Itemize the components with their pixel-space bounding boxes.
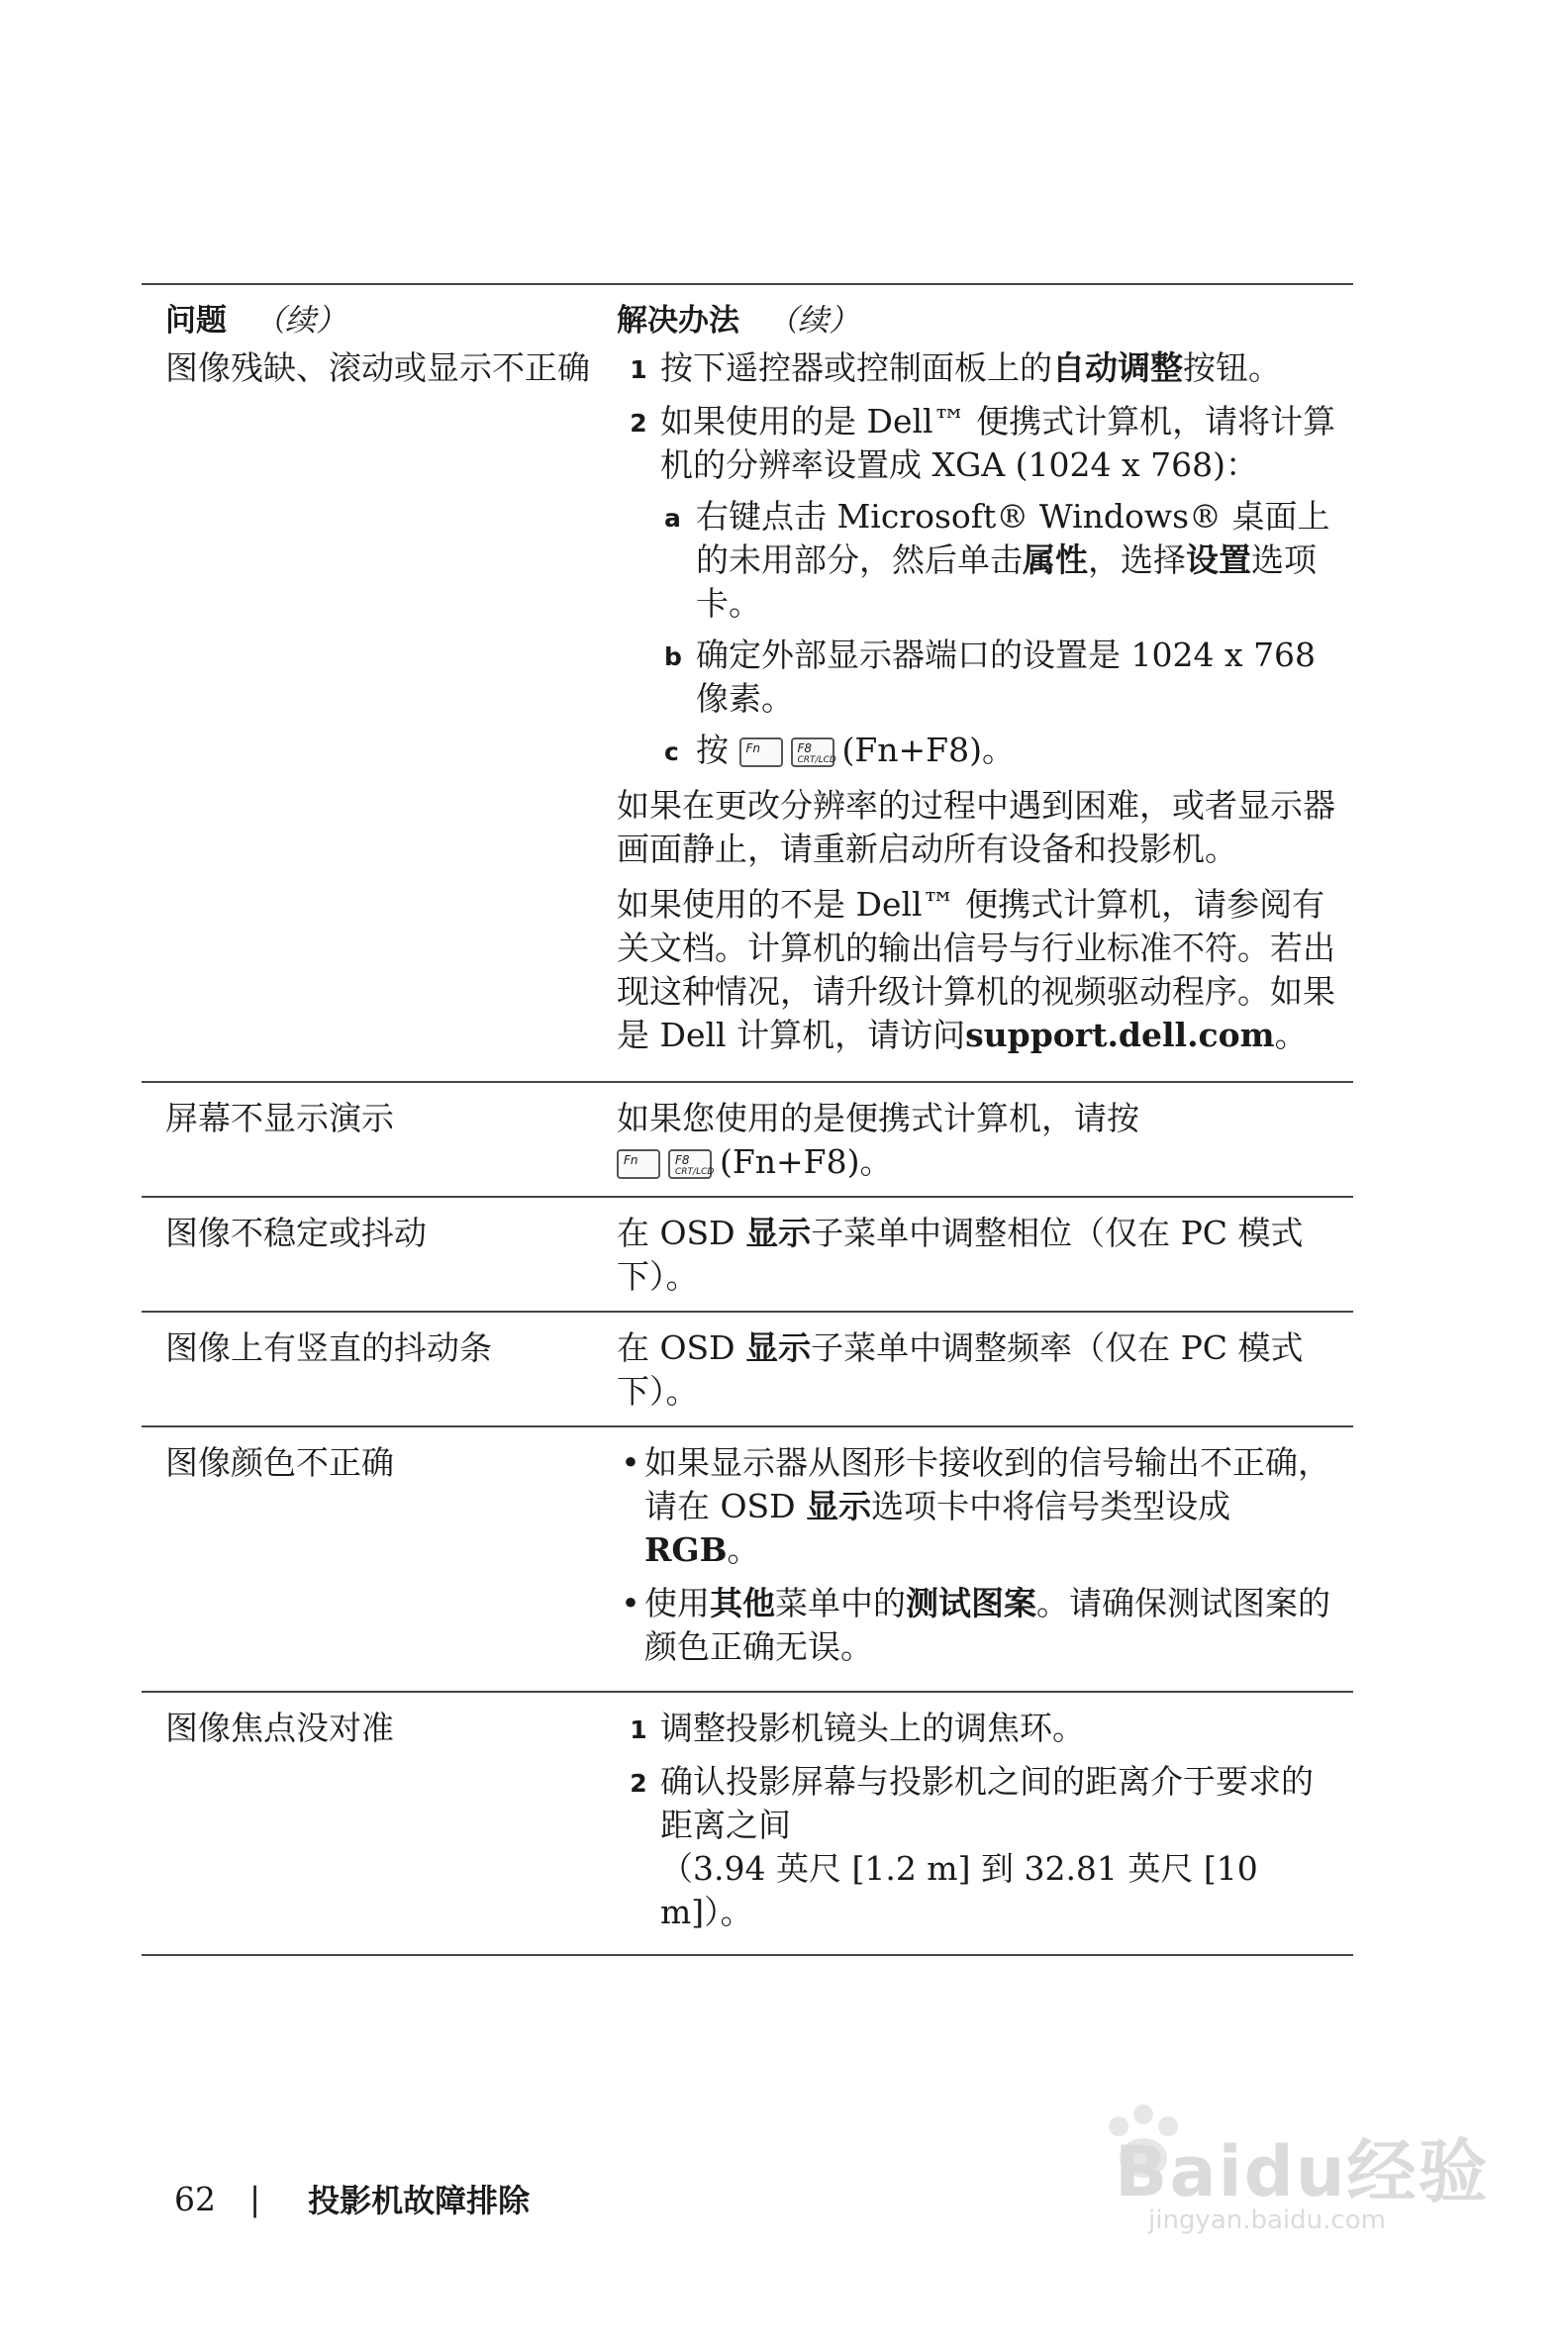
chapter-title: 投影机故障排除 (308, 2182, 531, 2219)
f8-key-icon: F8 CRT/LCD (791, 737, 834, 767)
substep-c: c 按 Fn F8 CRT/LCD (Fn+F8)。 (664, 731, 1015, 769)
fn-key-icon: Fn (739, 737, 783, 767)
table-row (142, 1693, 1353, 1956)
step-2: 2 如果使用的是 Dell™ 便携式计算机，请将计算机的分辨率设置成 XGA (1024 x 768)： (630, 402, 1336, 484)
problem-cell: 图像焦点没对准 (165, 1709, 394, 1747)
f8-key-icon: F8 CRT/LCD (668, 1149, 712, 1179)
problem-cell: 图像不稳定或抖动 (165, 1214, 427, 1252)
watermark-logo-text: Baidu经验 (1115, 2131, 1490, 2212)
step-1: 1 调整投影机镜头上的调焦环。 (630, 1709, 1085, 1747)
fn-key-icon: Fn (617, 1149, 660, 1179)
solution-cell (617, 346, 1353, 1069)
note-paragraph: 如果在更改分辨率的过程中遇到困难，或者显示器画面静止，请重新启动所有设备和投影机。 (617, 786, 1335, 868)
bullet-item: • 如果显示器从图形卡接收到的信号输出不正确，请在 OSD 显示选项卡中将信号类型设成 RGB。 (621, 1443, 1330, 1569)
substep-a: a 右键点击 Microsoft® Windows® 桌面上的未用部分，然后单击属性，选择设置选项卡。 (664, 497, 1330, 623)
footer-separator: | (249, 2179, 261, 2218)
table-row (142, 1083, 1353, 1198)
note-paragraph: 如果使用的不是 Dell™ 便携式计算机，请参阅有关文档。计算机的输出信号与行业标准不符。若出现这种情况，请升级计算机的视频驱动程序。如果是 Dell 计算机，请访问support.dell.com。 (617, 885, 1335, 1054)
problem-cell: 图像残缺、滚动或显示不正确 (165, 348, 590, 387)
table-row (142, 1427, 1353, 1693)
solution-cell: 如果您使用的是便携式计算机，请按 Fn F8 CRT/LCD (Fn+F8)。 (617, 1099, 1139, 1181)
substep-b: b 确定外部显示器端口的设置是 1024 x 768 像素。 (664, 636, 1317, 718)
problem-cell: 图像颜色不正确 (165, 1443, 394, 1482)
table-row (142, 1198, 1353, 1313)
page-footer (174, 2176, 530, 2221)
header-solution: 解决办法 （续） (617, 303, 859, 339)
table-header-row (142, 285, 1353, 343)
baidu-watermark (1089, 2097, 1515, 2245)
solution-cell: 在 OSD 显示子菜单中调整相位（仅在 PC 模式下）。 (617, 1214, 1304, 1296)
step-1: 1 按下遥控器或控制面板上的自动调整按钮。 (630, 348, 1281, 387)
solution-cell: 在 OSD 显示子菜单中调整频率（仅在 PC 模式下）。 (617, 1328, 1304, 1411)
solution-cell (617, 1707, 1353, 1942)
watermark-url: jingyan.baidu.com (1148, 2205, 1386, 2235)
table-row (142, 1313, 1353, 1427)
problem-cell: 屏幕不显示演示 (165, 1099, 394, 1137)
problem-cell: 图像上有竖直的抖动条 (165, 1328, 492, 1367)
page-number: 62 (174, 2179, 216, 2218)
troubleshooting-table (142, 283, 1353, 1956)
step-2: 2 确认投影屏幕与投影机之间的距离介于要求的距离之间 （3.94 英尺 [1.2 m] 到 32.81 英尺 [10 m]）。 (630, 1762, 1314, 1931)
solution-cell (617, 1441, 1353, 1679)
table-row (142, 343, 1353, 1083)
bullet-item: • 使用其他菜单中的测试图案。请确保测试图案的颜色正确无误。 (621, 1584, 1330, 1666)
header-problem: 问题 （续） (165, 303, 346, 339)
